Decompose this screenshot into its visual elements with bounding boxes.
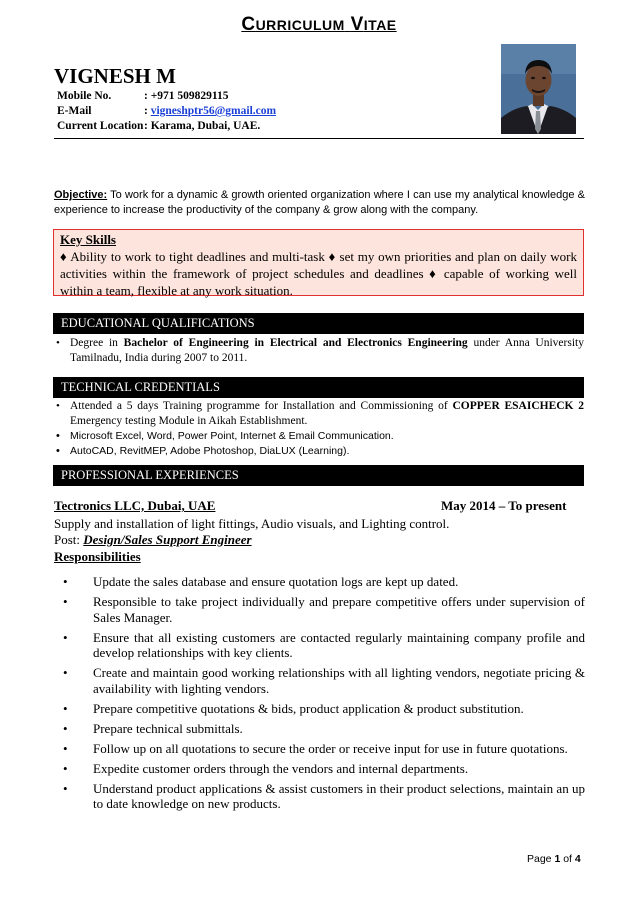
objective-label: Objective: xyxy=(54,189,108,201)
company-description: Supply and installation of light fittings, Audio visuals, and Lighting control. xyxy=(54,516,450,531)
candidate-name: VIGNESH M xyxy=(54,64,176,88)
experience-heading: PROFESSIONAL EXPERIENCES xyxy=(53,465,584,486)
location-value: : Karama, Dubai, UAE. xyxy=(144,120,261,132)
list-item: • Microsoft Excel, Word, Power Point, Internet & Email Communication. xyxy=(54,429,584,444)
post-row xyxy=(54,532,252,548)
header-divider xyxy=(54,138,584,139)
location-label: Current Location xyxy=(57,120,144,132)
profile-photo xyxy=(501,44,576,134)
mobile-row xyxy=(57,90,229,102)
document-title: CURRICULUM VITAE xyxy=(241,14,397,35)
list-item: • Create and maintain good working relationships with all lighting vendors, negotiate pricing & availability with lighting vendors. xyxy=(54,665,585,696)
post-label: Post: xyxy=(54,532,84,547)
page-number: Page 1 of 4 xyxy=(527,853,581,865)
post-title: Design/Sales Support Engineer xyxy=(83,532,252,547)
technical-list xyxy=(54,399,584,459)
responsibilities-list xyxy=(54,574,585,816)
responsibilities-heading: Responsibilities xyxy=(54,549,141,564)
list-item: • Degree in Bachelor of Engineering in Electrical and Electronics Engineering under Anna University Tamilnadu, India during 2007 to 2011. xyxy=(54,336,584,366)
key-skills-box xyxy=(53,229,584,296)
list-item: • Prepare technical submittals. xyxy=(54,721,585,737)
mobile-value: : +971 509829115 xyxy=(144,90,229,102)
email-row: E-Mail : vigneshptr56@gmail.com xyxy=(57,105,277,117)
key-skills-text: ♦ Ability to work to tight deadlines and multi-task ♦ set my own priorities and plan on daily work activities within the framework of project schedules and deadlines ♦ capable of working well within a team, flexible at any work situation. xyxy=(60,249,577,298)
company-name: Tectronics LLC, Dubai, UAE xyxy=(54,498,216,513)
objective-text: To work for a dynamic & growth oriented organization where I can use my analytical knowledge & experience to increase the productivity of the company & grow along with the company. xyxy=(54,189,585,216)
location-row xyxy=(57,120,260,132)
employment-dates: May 2014 – To present xyxy=(441,498,567,513)
objective-section xyxy=(54,188,585,218)
education-heading: EDUCATIONAL QUALIFICATIONS xyxy=(53,313,584,334)
email-link[interactable]: vigneshptr56@gmail.com xyxy=(150,105,277,117)
email-label: E-Mail xyxy=(57,105,92,117)
list-item: • Responsible to take project individually and prepare competitive offers under supervision of Sales Manager. xyxy=(54,594,585,625)
list-item: • Update the sales database and ensure quotation logs are kept up dated. xyxy=(54,574,585,590)
degree-name: Bachelor of Engineering in Electrical and Electronics Engineering xyxy=(123,337,468,349)
key-skills-heading: Key Skills xyxy=(60,232,116,247)
list-item: • AutoCAD, RevitMEP, Adobe Photoshop, DiaLUX (Learning). xyxy=(54,444,584,459)
technical-heading: TECHNICAL CREDENTIALS xyxy=(53,377,584,398)
list-item: • Expedite customer orders through the vendors and internal departments. xyxy=(54,761,585,777)
list-item: • Prepare competitive quotations & bids, product application & product substitution. xyxy=(54,701,585,717)
education-list xyxy=(54,336,584,366)
list-item: • Ensure that all existing customers are contacted regularly maintaining company profile and develop relationships with key clients. xyxy=(54,630,585,661)
list-item: • Understand product applications & assist customers in their product selections, maintain an up to date knowledge on new products. xyxy=(54,781,585,812)
list-item: • Follow up on all quotations to secure the order or receive input for use in future quotations. xyxy=(54,741,585,757)
mobile-label: Mobile No. xyxy=(57,90,112,102)
list-item: • Attended a 5 days Training programme for Installation and Commissioning of COPPER ESAICHECK 2 Emergency testing Module in Aikah Establishment. xyxy=(54,399,584,429)
